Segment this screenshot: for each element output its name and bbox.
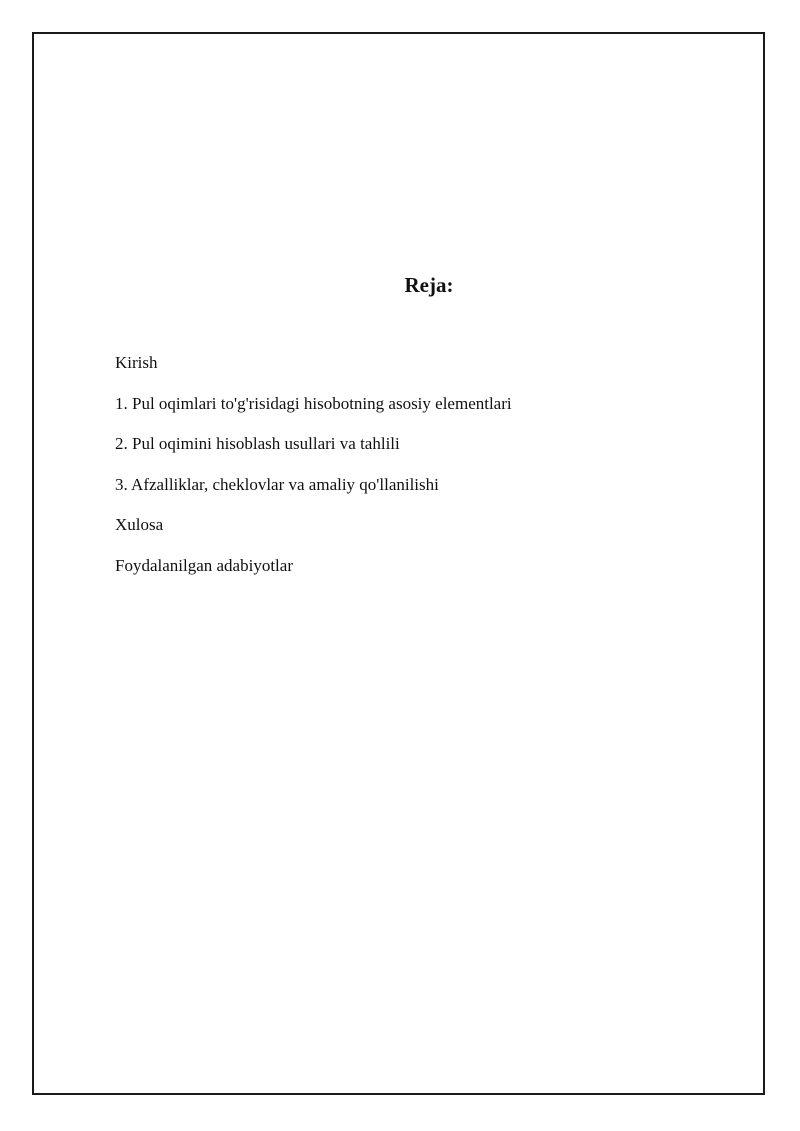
toc-item-section-3: 3. Afzalliklar, cheklovlar va amaliy qo'llanilishi — [115, 474, 439, 494]
toc-item-introduction: Kirish — [115, 353, 158, 372]
toc-item-references: Foydalanilgan adabiyotlar — [115, 555, 293, 575]
toc-item-conclusion: Xulosa — [115, 515, 164, 535]
page-title: Reja: — [404, 273, 454, 297]
table-of-contents — [115, 352, 512, 596]
toc-item-section-2: 2. Pul oqimini hisoblash usullari va tahlili — [115, 434, 400, 454]
toc-item-section-1: 1. Pul oqimlari to'g'risidagi hisobotning asosiy elementlari — [115, 393, 512, 413]
